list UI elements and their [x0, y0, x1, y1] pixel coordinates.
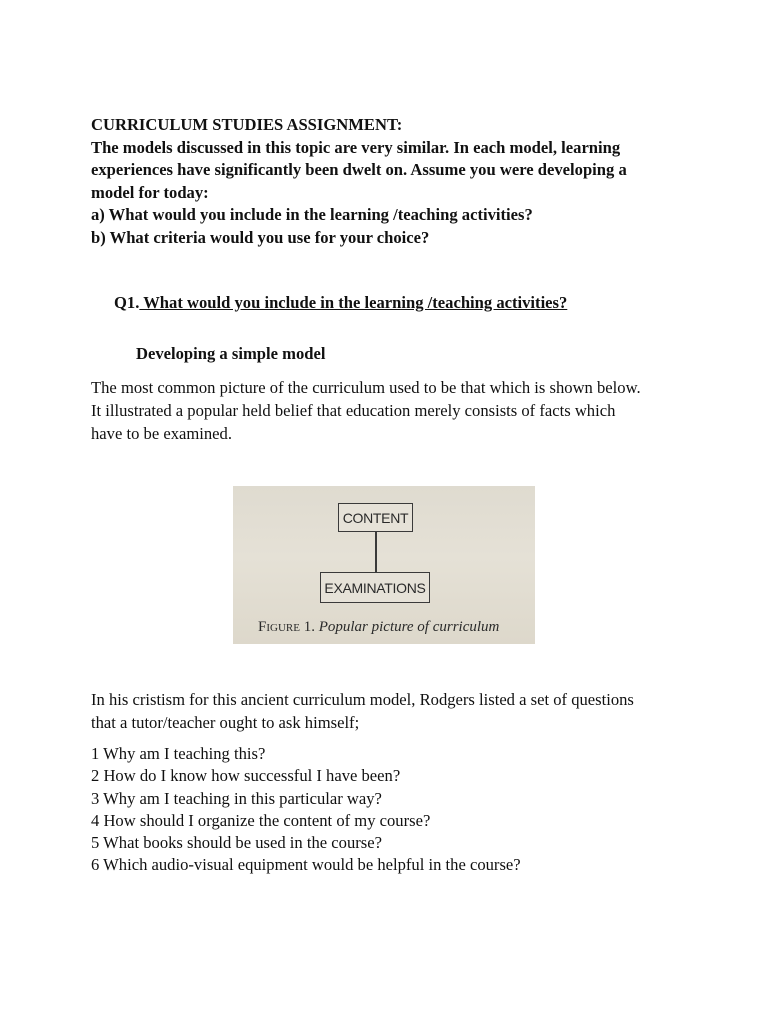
- assignment-heading-block: [91, 114, 691, 249]
- figure-caption-label: Figure 1.: [258, 619, 315, 635]
- list-item: 6 Which audio-visual equipment would be helpful in the course?: [91, 855, 521, 875]
- list-item: 3 Why am I teaching in this particular way?: [91, 788, 382, 808]
- paragraph-line: The most common picture of the curriculum used to be that which is shown below.: [91, 378, 641, 397]
- list-item: 2 How do I know how successful I have been?: [91, 766, 401, 786]
- paragraph-line: that a tutor/teacher ought to ask himself;: [91, 713, 360, 732]
- assignment-question-b: b) What criteria would you use for your choice?: [91, 227, 430, 247]
- content-box: CONTENT: [338, 503, 413, 532]
- figure-connector-line: [375, 531, 377, 572]
- paragraph-line: In his cristism for this ancient curriculum model, Rodgers listed a set of questions: [91, 690, 634, 709]
- q1-text: What would you include in the learning /teaching activities?: [139, 293, 568, 312]
- paragraph-line: It illustrated a popular held belief that education merely consists of facts which: [91, 401, 616, 420]
- list-item: 5 What books should be used in the course?: [91, 833, 382, 853]
- assignment-intro-line: experiences have significantly been dwelt on. Assume you were developing a: [91, 160, 627, 179]
- assignment-title: CURRICULUM STUDIES ASSIGNMENT:: [91, 115, 403, 134]
- section-heading: Developing a simple model: [136, 344, 326, 363]
- section-paragraph: [91, 376, 701, 445]
- list-item: 4 How should I organize the content of my course?: [91, 810, 431, 830]
- q1-label: Q1.: [114, 293, 140, 312]
- q1-heading: [114, 292, 567, 314]
- assignment-question-a: a) What would you include in the learning /teaching activities?: [91, 205, 533, 224]
- curriculum-figure: [233, 486, 535, 644]
- paragraph-line: have to be examined.: [91, 424, 232, 443]
- assignment-intro-line: model for today:: [91, 182, 209, 202]
- examinations-box: EXAMINATIONS: [320, 572, 430, 603]
- critique-paragraph: [91, 688, 701, 734]
- assignment-intro-line: The models discussed in this topic are very similar. In each model, learning: [91, 137, 621, 157]
- figure-caption: [258, 619, 499, 636]
- rodgers-questions-list: [91, 743, 701, 877]
- figure-caption-text: Popular picture of curriculum: [314, 619, 500, 635]
- list-item: 1 Why am I teaching this?: [91, 744, 266, 763]
